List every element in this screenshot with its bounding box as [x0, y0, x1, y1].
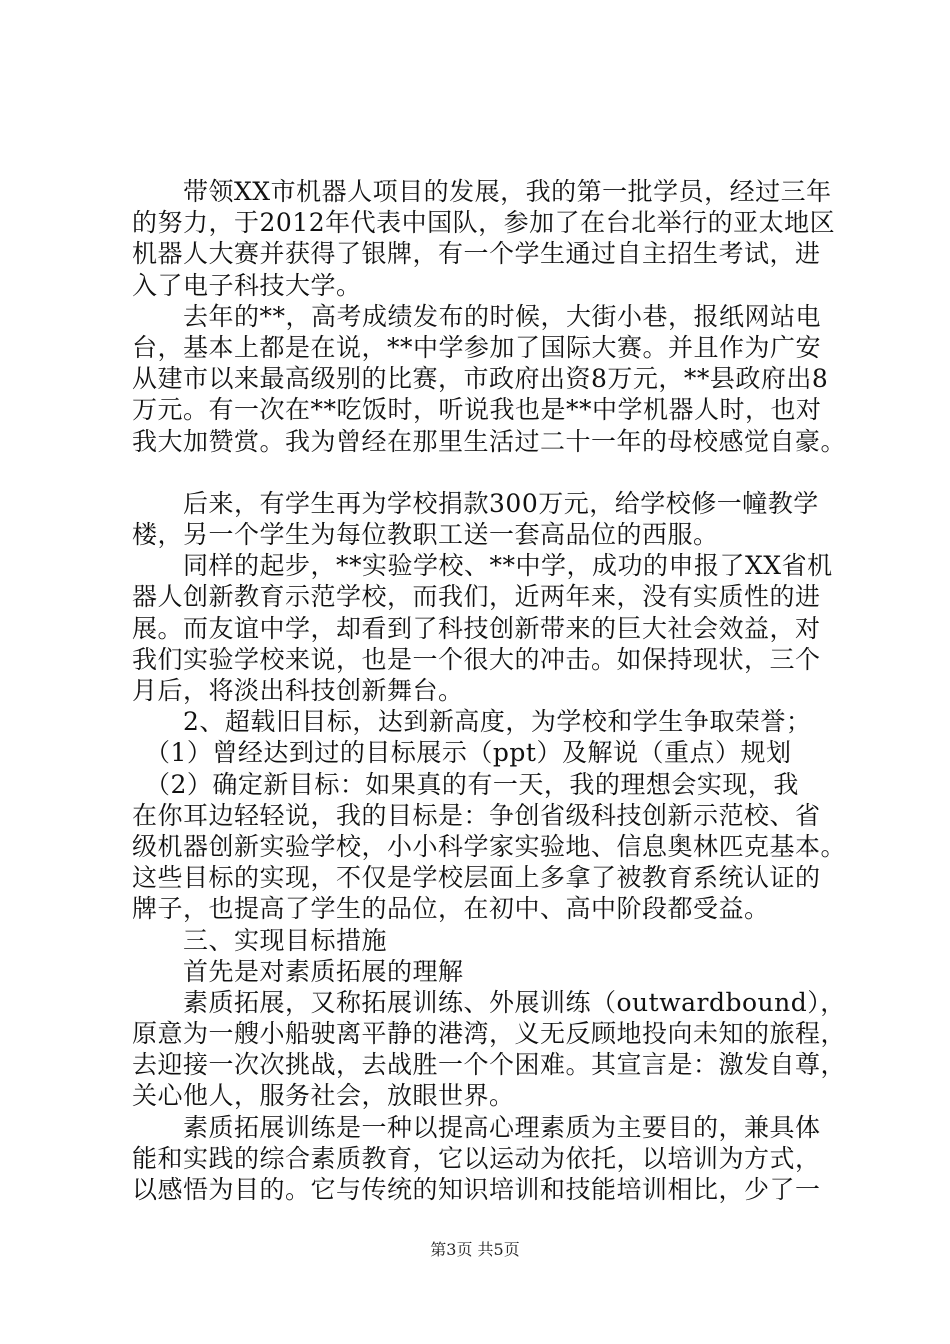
text-line: 牌子，也提高了学生的品位，在初中、高中阶段都受益。	[132, 894, 770, 924]
text-line: 去年的**，高考成绩发布的时候，大街小巷，报纸网站电	[132, 301, 822, 331]
paragraph-gap	[132, 457, 832, 488]
text-line: 月后，将淡出科技创新舞台。	[132, 676, 464, 705]
text-line: 我们实验学校来说，也是一个很大的冲击。如保持现状，三个	[132, 644, 821, 674]
text-line: 去迎接一次次挑战，去战胜一个个困难。其宣言是：激发自尊，	[132, 1050, 847, 1080]
text-line: 素质拓展训练是一种以提高心理素质为主要目的，兼具体	[132, 1112, 821, 1142]
text-line: 展。而友谊中学，却看到了科技创新带来的巨大社会效益，对	[132, 613, 821, 643]
text-line: 2、超载旧目标，达到新高度，为学校和学生争取荣誉；	[132, 707, 812, 737]
text-line: 素质拓展，又称拓展训练、外展训练（outwardbound），	[132, 987, 846, 1017]
text-line: 后来，有学生再为学校捐款300万元，给学校修一幢教学	[132, 488, 819, 518]
text-line: （2）确定新目标：如果真的有一天，我的理想会实现，我	[132, 769, 799, 799]
text-line: 以感悟为目的。它与传统的知识培训和技能培训相比，少了一	[132, 1175, 821, 1204]
text-line: 的努力，于2012年代表中国队，参加了在台北举行的亚太地区	[132, 208, 836, 238]
text-line: 这些目标的实现，不仅是学校层面上多拿了被教育系统认证的	[132, 863, 821, 893]
text-line: 在你耳边轻轻说，我的目标是：争创省级科技创新示范校、省	[132, 800, 821, 830]
text-line: 台，基本上都是在说，**中学参加了国际大赛。并且作为广安	[132, 332, 822, 362]
text-line: 关心他人，服务社会，放眼世界。	[132, 1081, 515, 1111]
text-line: 三、实现目标措施	[132, 925, 388, 955]
text-line: 楼，另一个学生为每位教职工送一套高品位的西服。	[132, 520, 719, 550]
text-line: 原意为一艘小船驶离平静的港湾，义无反顾地投向未知的旅程，	[132, 1019, 847, 1049]
page-number-footer: 第3页 共5页	[430, 1240, 520, 1259]
text-line: 从建市以来最高级别的比赛，市政府出资8万元，**县政府出8	[132, 364, 829, 394]
text-line: （1）曾经达到过的目标展示（ppt）及解说（重点）规划	[132, 738, 792, 768]
text-line: 机器人大赛并获得了银牌，有一个学生通过自主招生考试，进	[132, 239, 821, 269]
text-line: 万元。有一次在**吃饭时，听说我也是**中学机器人时，也对	[132, 395, 822, 425]
body-text	[132, 176, 847, 1205]
text-line: 带领XX市机器人项目的发展，我的第一批学员，经过三年	[132, 177, 832, 206]
text-line: 入了电子科技大学。	[132, 270, 362, 300]
text-line: 我大加赞赏。我为曾经在那里生活过二十一年的母校感觉自豪。	[132, 426, 847, 456]
text-line: 能和实践的综合素质教育，它以运动为依托，以培训为方式，	[132, 1143, 821, 1173]
text-line: 同样的起步，**实验学校、**中学，成功的申报了XX省机	[132, 551, 833, 581]
text-line: 首先是对素质拓展的理解	[132, 956, 464, 986]
text-line: 级机器创新实验学校，小小科学家实验地、信息奥林匹克基本。	[132, 831, 847, 861]
text-line: 器人创新教育示范学校，而我们，近两年来，没有实质性的进	[132, 582, 821, 612]
